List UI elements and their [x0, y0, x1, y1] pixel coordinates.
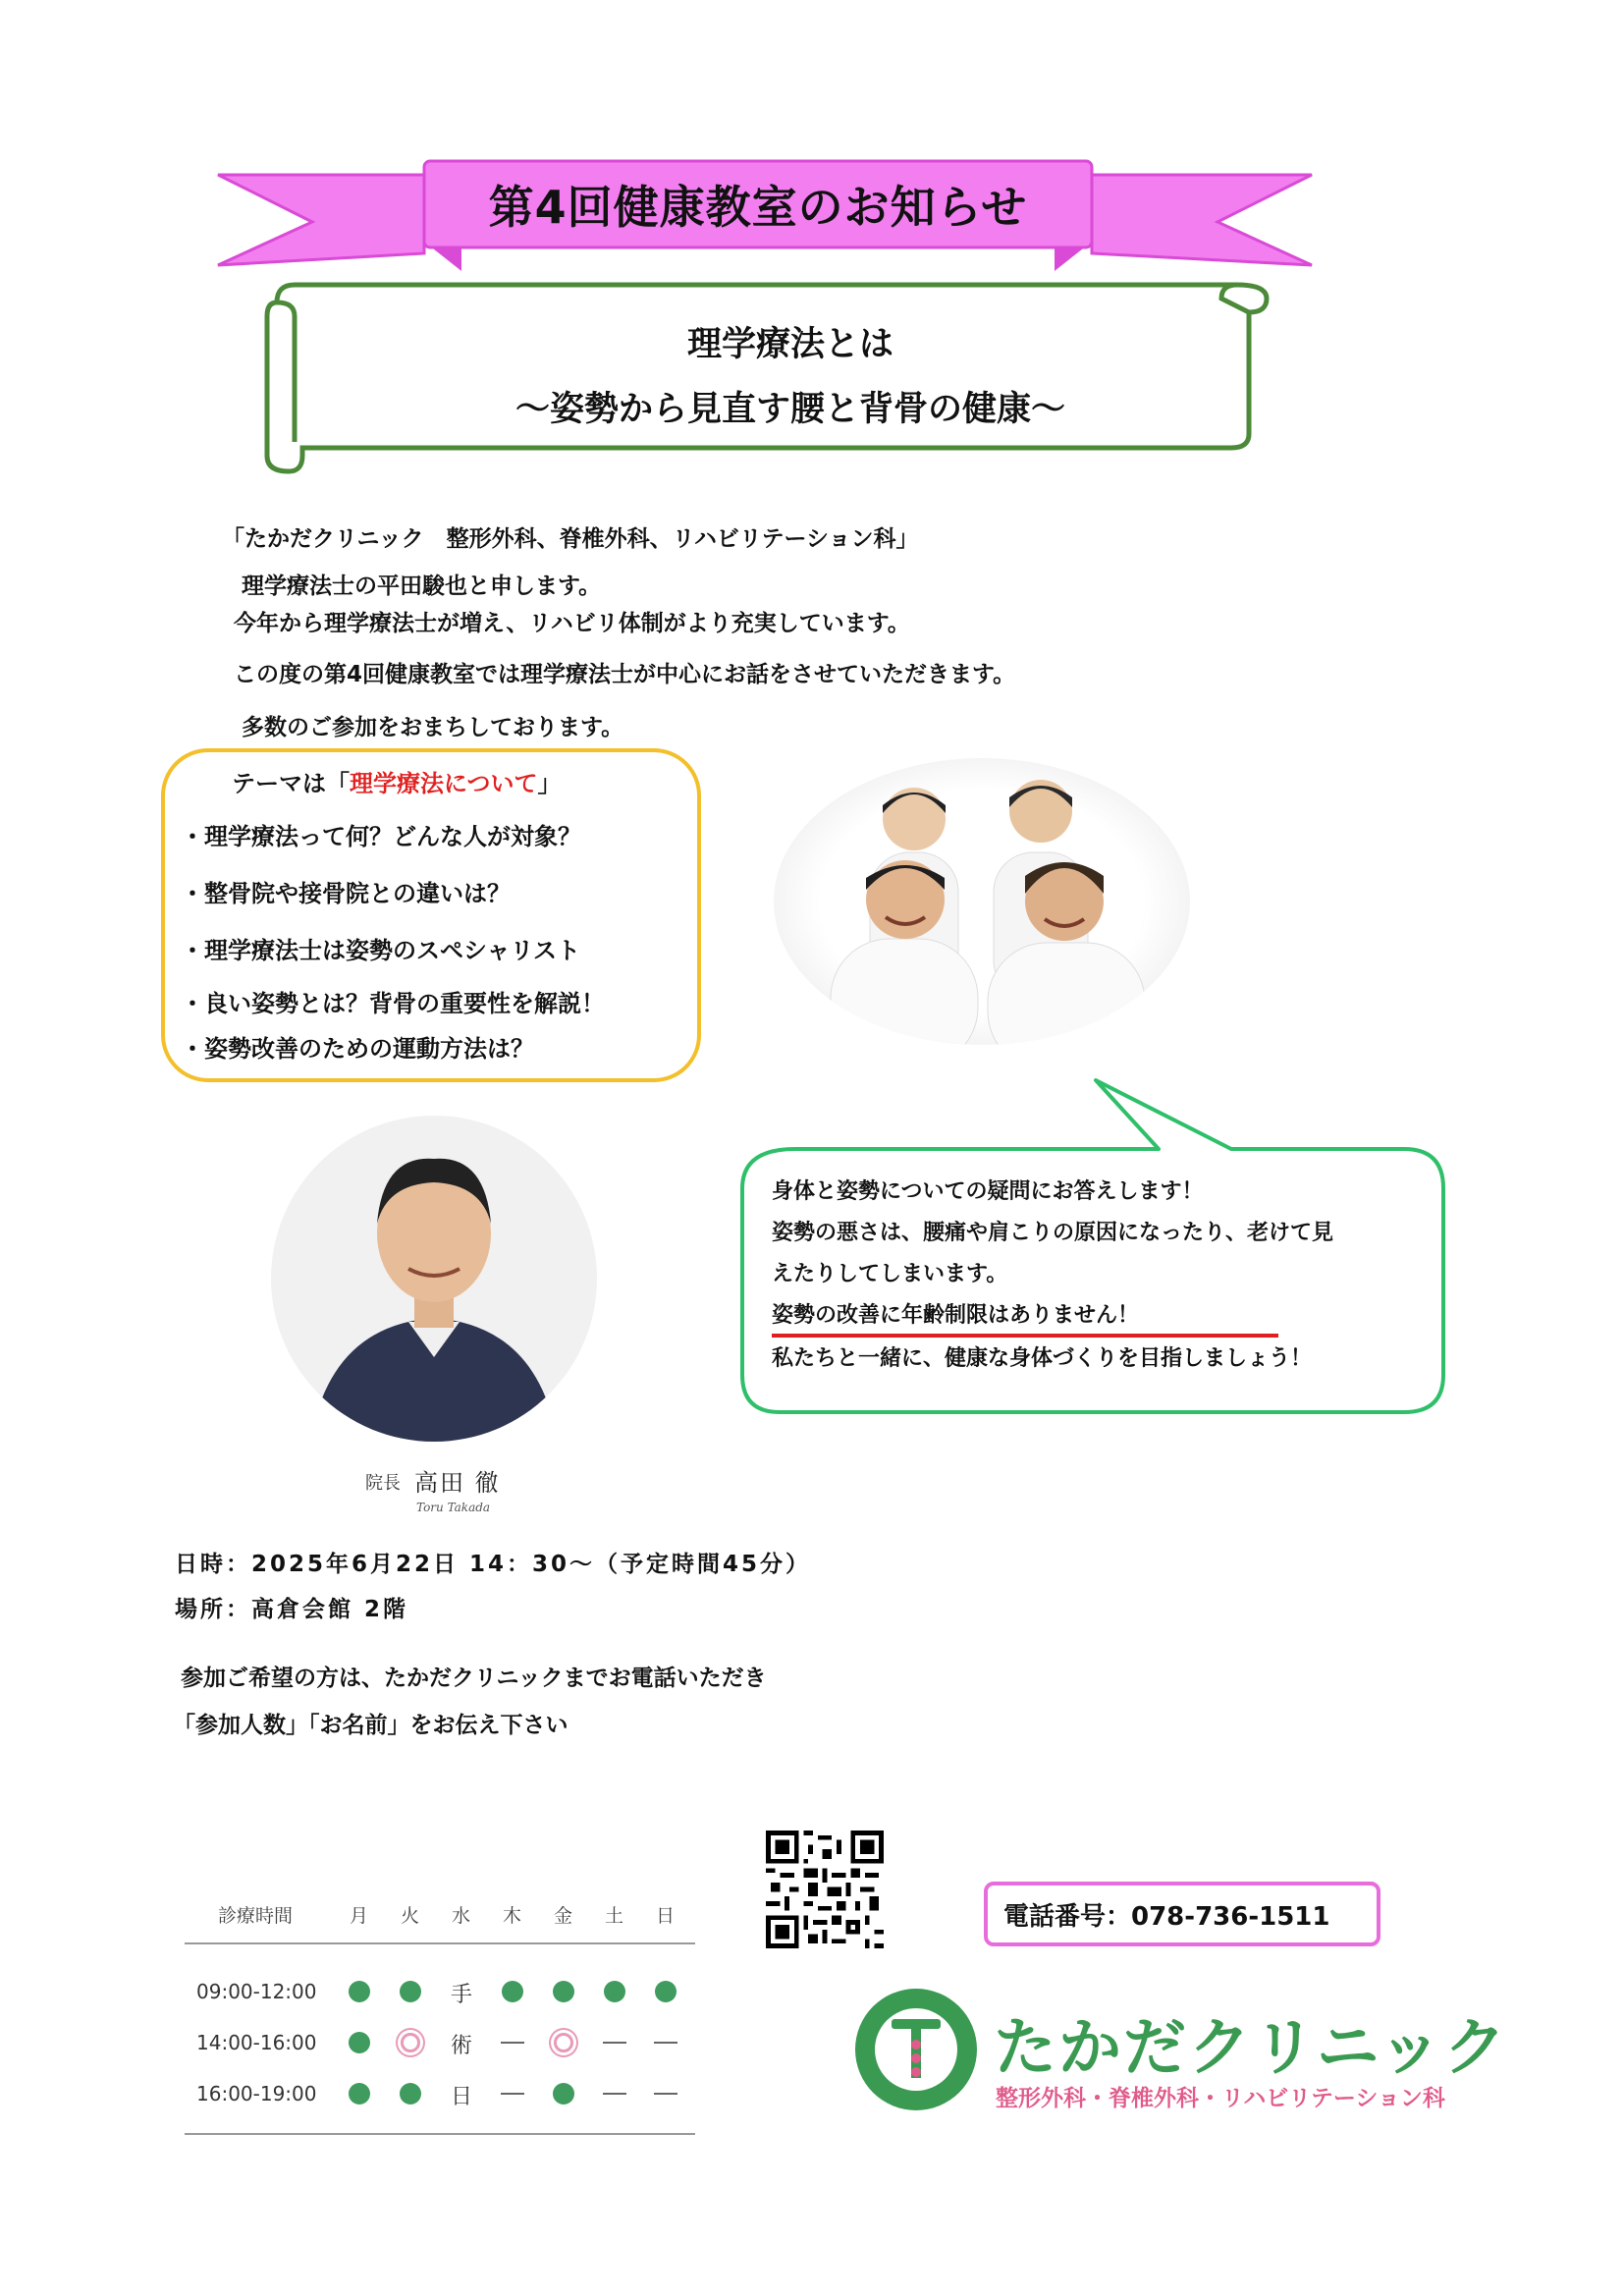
bubble-line4: 姿勢の改善に年齢制限はありません！ [772, 1303, 1140, 1328]
staff-group-photo [774, 758, 1190, 1045]
phone-number[interactable]: 電話番号：078-736-1511 [984, 1882, 1380, 1946]
open-mark [655, 1981, 677, 2002]
day-label: 日 [656, 1905, 676, 1927]
day-label: 木 [503, 1905, 522, 1927]
subtitle [295, 312, 1286, 442]
closed-mark [654, 2042, 677, 2044]
intro-line4: この度の第4回健康教室では理学療法士が中心にお話をさせていただきます。 [234, 662, 1016, 687]
subtitle-line2: ～姿勢から見直す腰と背骨の健康～ [514, 390, 1065, 429]
schedule-rule [185, 1942, 695, 1944]
bubble-line3: えたりしてしまいます。 [772, 1262, 1008, 1286]
bubble-line5: 私たちと一緒に、健康な身体づくりを目指しましょう！ [772, 1346, 1313, 1371]
clinic-logo-mark [852, 1986, 980, 2113]
closed-mark [603, 2093, 626, 2095]
schedule-rule [185, 2133, 695, 2135]
day-label: 土 [605, 1905, 624, 1927]
open-mark [349, 2032, 370, 2053]
special-mark [554, 2033, 573, 2052]
surgery-day-label: 術 [451, 2034, 473, 2058]
intro-line1: 「たかだクリニック 整形外科、脊椎外科、リハビリテーション科」 [222, 526, 919, 552]
apply-line1: 参加ご希望の方は、たかだクリニックまでお電話いただき [181, 1666, 767, 1691]
schedule-table [185, 1893, 695, 2149]
closed-mark [501, 2042, 524, 2044]
event-place: 場所：高倉会館 2階 [175, 1597, 409, 1622]
time-slot: 16:00-19:00 [196, 2082, 317, 2105]
theme-item: ・整骨院や接骨院との違いは？ [181, 880, 511, 907]
intro-line2: 理学療法士の平田駿也と申します。 [242, 574, 602, 599]
theme-item: ・良い姿勢とは？背骨の重要性を解説！ [181, 990, 605, 1017]
theme-item: ・理学療法士は姿勢のスペシャリスト [181, 937, 581, 964]
bubble-line2: 姿勢の悪さは、腰痛や肩こりの原因になったり、老けて見 [772, 1221, 1334, 1245]
surgery-day-label: 日 [451, 2085, 473, 2109]
theme-highlight: 理学療法について [350, 770, 538, 797]
open-mark [553, 2083, 574, 2105]
intro-line5: 多数のご参加をおまちしております。 [242, 715, 624, 740]
surgery-day-label: 手 [451, 1983, 473, 2007]
clinic-departments: 整形外科・脊椎外科・リハビリテーション科 [996, 2086, 1445, 2111]
apply-line2: 「参加人数」「お名前」をお伝え下さい [173, 1713, 568, 1738]
time-slot: 14:00-16:00 [196, 2031, 317, 2054]
day-label: 月 [350, 1905, 369, 1927]
clinic-name: たかだクリニック [994, 2012, 1509, 2085]
director-photo [271, 1116, 597, 1442]
theme-item: ・理学療法って何？どんな人が対象？ [181, 823, 581, 850]
schedule-header: 診療時間 [218, 1905, 294, 1927]
intro-line3: 今年から理学療法士が増え、リハビリ体制がより充実しています。 [234, 611, 910, 636]
open-mark [604, 1981, 625, 2002]
bubble-line1: 身体と姿勢についての疑問にお答えします！ [772, 1179, 1204, 1204]
open-mark [400, 2083, 421, 2105]
red-underline [772, 1334, 1278, 1338]
special-mark [401, 2033, 420, 2052]
open-mark [553, 1981, 574, 2002]
day-label: 水 [452, 1905, 471, 1927]
open-mark [502, 1981, 523, 2002]
time-slot: 09:00-12:00 [196, 1980, 317, 2003]
day-label: 火 [401, 1905, 420, 1927]
director-title: 院長 [365, 1473, 401, 1494]
open-mark [349, 2083, 370, 2105]
director-roman: Toru Takada [416, 1501, 491, 1514]
title-ribbon [0, 0, 1624, 295]
open-mark [400, 1981, 421, 2002]
closed-mark [654, 2093, 677, 2095]
event-datetime: 日時：2025年6月22日 14：30～（予定時間45分） [175, 1552, 812, 1577]
qr-code[interactable] [766, 1831, 884, 1948]
subtitle-line1: 理学療法とは [686, 325, 893, 364]
theme-prefix: テーマは「 [232, 770, 350, 797]
theme-title [232, 764, 562, 798]
director-name: 高田 徹 [414, 1469, 501, 1497]
closed-mark [501, 2093, 524, 2095]
closed-mark [603, 2042, 626, 2044]
day-label: 金 [554, 1905, 573, 1927]
theme-suffix: 」 [537, 770, 562, 797]
open-mark [349, 1981, 370, 2002]
page-title: 第4回健康教室のお知らせ [488, 181, 1028, 234]
theme-item: ・姿勢改善のための運動方法は？ [181, 1035, 534, 1063]
